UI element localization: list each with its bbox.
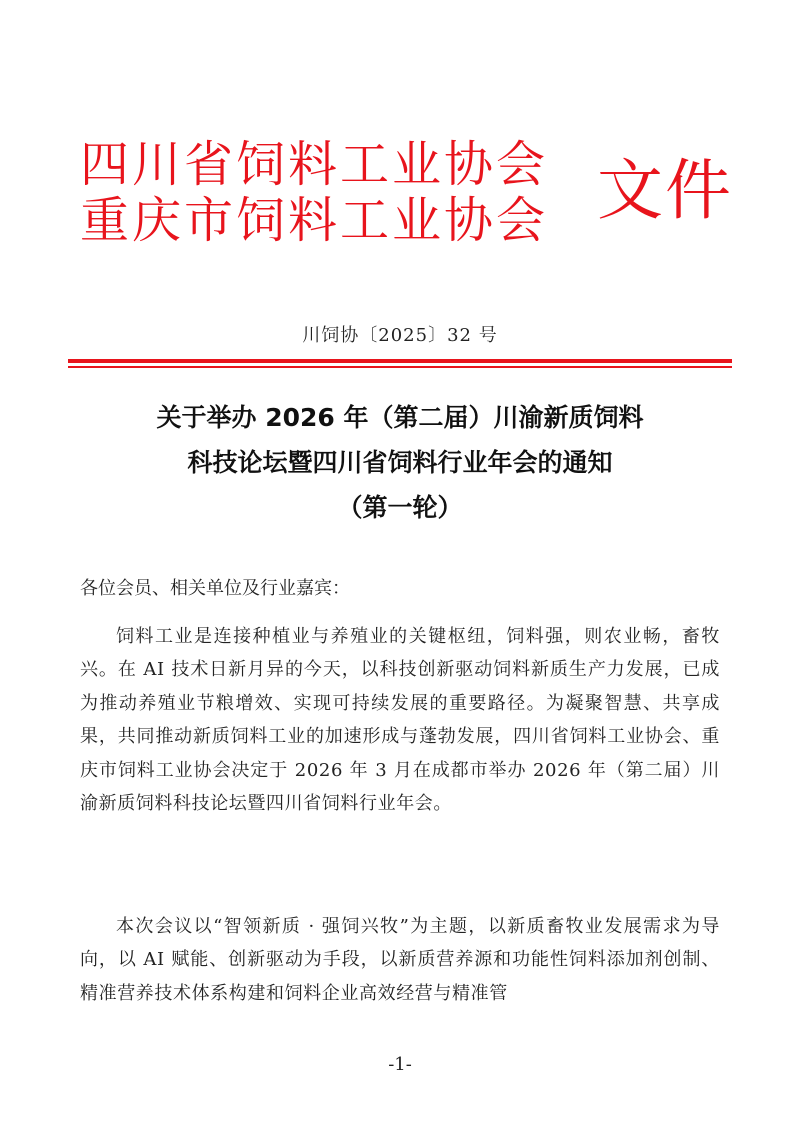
body-paragraph-2: 本次会议以“智领新质 · 强饲兴牧”为主题，以新质畜牧业发展需求为导向，以 AI 赋能、创新驱动为手段，以新质营养源和功能性饲料添加剂创制、精准营养技术体系构建和饲料企业高效经营与精准管 — [80, 916, 720, 1004]
page-number: -1- — [388, 1054, 412, 1075]
issuing-org-1: 四川省饲料工业协会 — [80, 136, 549, 193]
title-line-1: 关于举办 2026 年（第二届）川渝新质饲料 — [156, 403, 644, 432]
issuing-org-2: 重庆市饲料工业协会 — [80, 192, 549, 249]
red-divider-thin — [68, 366, 732, 368]
document-header — [80, 128, 740, 258]
title-line-3: （第一轮） — [337, 493, 463, 522]
title-line-2: 科技论坛暨四川省饲料行业年会的通知 — [187, 448, 613, 477]
document-type-label: 文件 — [597, 152, 733, 229]
document-number: 川饲协〔2025〕32 号 — [302, 325, 498, 346]
salutation: 各位会员、相关单位及行业嘉宾： — [80, 578, 350, 599]
red-divider-thick — [68, 359, 732, 363]
body-paragraph-1: 饲料工业是连接种植业与养殖业的关键枢纽，饲料强，则农业畅，畜牧兴。在 AI 技术日新月异的今天，以科技创新驱动饲料新质生产力发展，已成为推动养殖业节粮增效、实现可持续发展的重要路径。为凝聚智慧、共享成果，共同推动新质饲料工业的加速形成与蓬勃发展，四川省饲料工业协会、重庆市饲料工业协会决定于 2026 年 3 月在成都市举办 2026 年（第二届）川渝新质饲料科技论坛暨四川省饲料行业年会。 — [80, 626, 720, 815]
